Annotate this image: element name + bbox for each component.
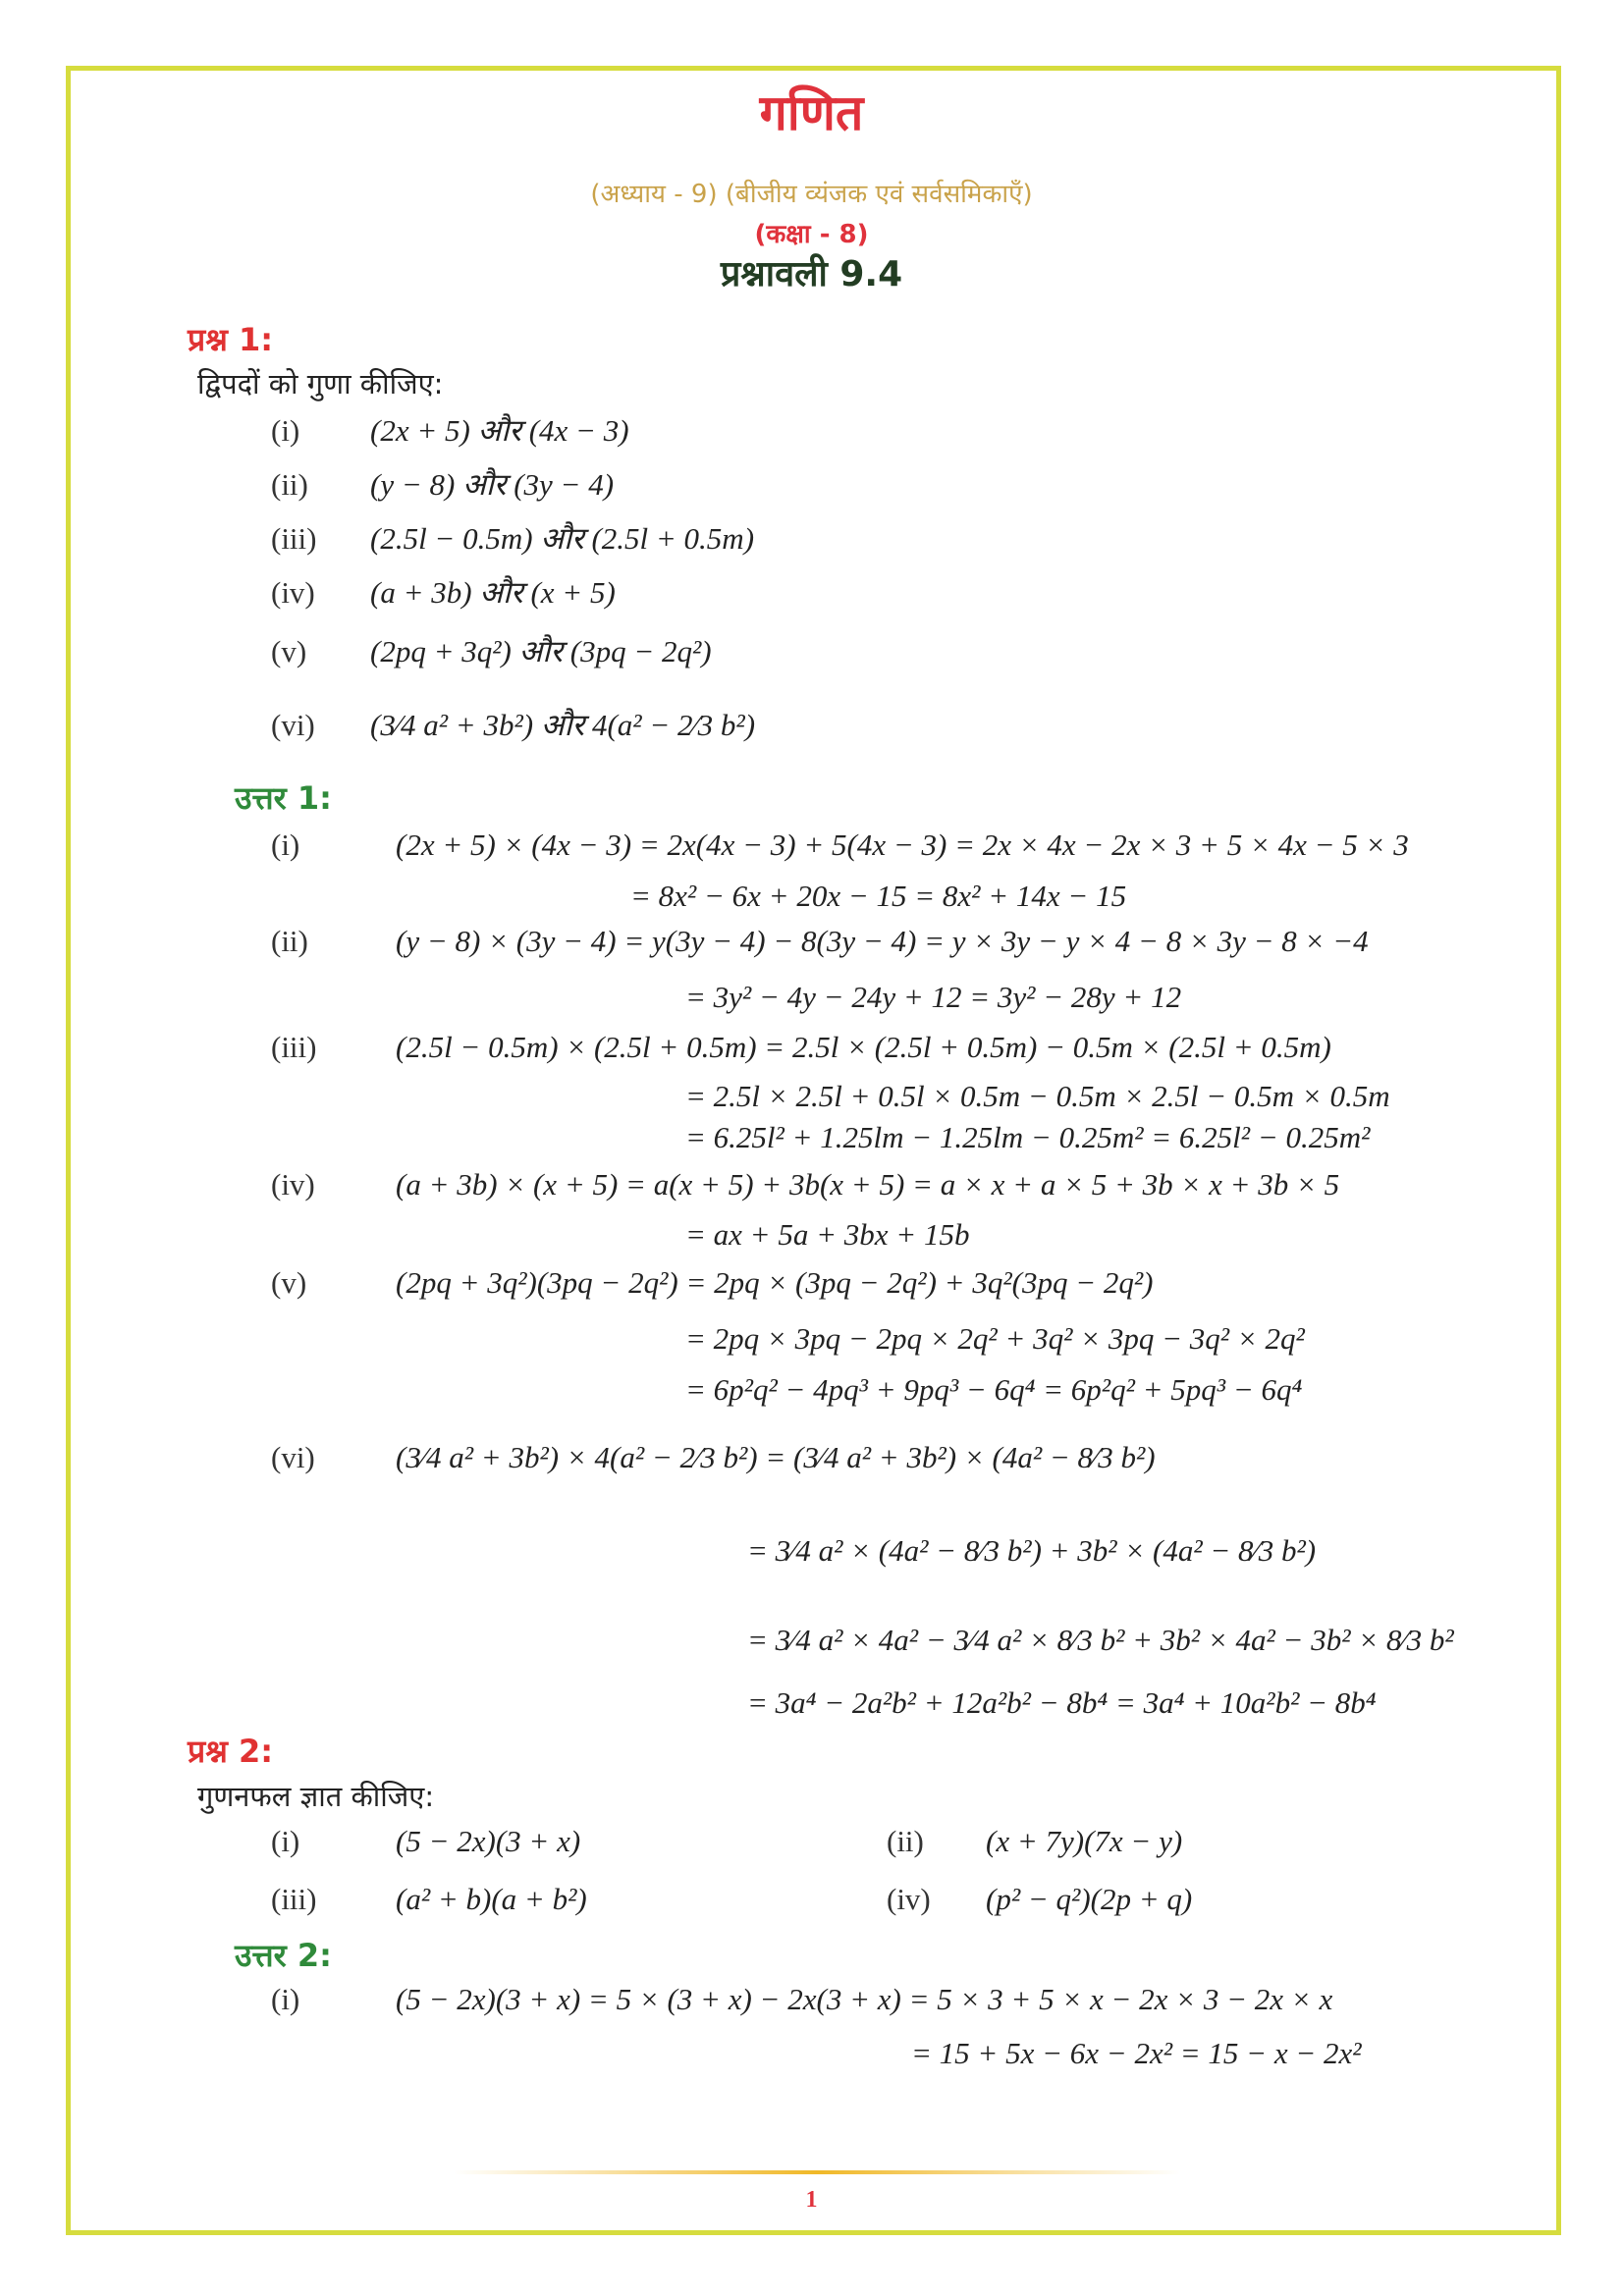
a1-step: = 2pq × 3pq − 2pq × 2q² + 3q² × 3pq − 3q² × 2q² [685, 1321, 1305, 1356]
q1-item-expr: (2x + 5) और (4x − 3) [370, 413, 629, 448]
q2-item-expr: (a² + b)(a + b²) [396, 1882, 587, 1916]
a1-step: = 8x² − 6x + 20x − 15 = 8x² + 14x − 15 [630, 879, 1127, 913]
q2-item-label: (iv) [887, 1882, 931, 1916]
q2-item-expr: (p² − q²)(2p + q) [986, 1882, 1193, 1916]
a1-item-label: (vi) [271, 1440, 315, 1474]
a2-step: (5 − 2x)(3 + x) = 5 × (3 + x) − 2x(3 + x) = 5 × 3 + 5 × x − 2x × 3 − 2x × x [396, 1982, 1333, 2016]
a1-item-label: (i) [271, 828, 300, 862]
q2-item-expr: (5 − 2x)(3 + x) [396, 1824, 581, 1858]
a1-step: = 3y² − 4y − 24y + 12 = 3y² − 28y + 12 [685, 980, 1182, 1014]
q2-item-label: (iii) [271, 1882, 317, 1916]
question-2-heading: प्रश्न 2: [188, 1733, 274, 1770]
q1-item-expr: (2.5l − 0.5m) और (2.5l + 0.5m) [370, 521, 755, 556]
page-number: 1 [805, 2187, 818, 2213]
answer-2-heading: उत्तर 2: [235, 1937, 332, 1974]
a1-step: = 3⁄4 a² × (4a² − 8⁄3 b²) + 3b² × (4a² − 8⁄3 b²) [747, 1533, 1317, 1568]
a2-step: = 15 + 5x − 6x − 2x² = 15 − x − 2x² [911, 2036, 1362, 2070]
a1-step: (a + 3b) × (x + 5) = a(x + 5) + 3b(x + 5) = a × x + a × 5 + 3b × x + 3b × 5 [396, 1167, 1340, 1201]
a1-step: (2.5l − 0.5m) × (2.5l + 0.5m) = 2.5l × (2.5l + 0.5m) − 0.5m × (2.5l + 0.5m) [396, 1030, 1331, 1064]
a2-item-label: (i) [271, 1982, 300, 2016]
a1-step: = 3⁄4 a² × 4a² − 3⁄4 a² × 8⁄3 b² + 3b² × 4a² − 3b² × 8⁄3 b² [747, 1623, 1454, 1657]
q1-item-expr: (a + 3b) और (x + 5) [370, 575, 616, 610]
a1-step: = 6p²q² − 4pq³ + 9pq³ − 6q⁴ = 6p²q² + 5pq³ − 6q⁴ [685, 1372, 1303, 1407]
a1-step: = ax + 5a + 3bx + 15b [685, 1217, 970, 1252]
chapter-subtitle: (अध्याय - 9) (बीजीय व्यंजक एवं सर्वसमिकाएँ) [590, 180, 1033, 209]
a1-item-label: (v) [271, 1265, 307, 1300]
q2-item-label: (ii) [887, 1824, 924, 1858]
question-1-heading: प्रश्न 1: [188, 321, 274, 358]
q1-item-label: (iii) [271, 521, 317, 556]
question-1-instruction: द्विपदों को गुणा कीजिए: [197, 367, 444, 400]
a1-step: (y − 8) × (3y − 4) = y(3y − 4) − 8(3y − 4) = y × 3y − y × 4 − 8 × 3y − 8 × −4 [396, 924, 1369, 958]
q2-item-label: (i) [271, 1824, 300, 1858]
q1-item-label: (v) [271, 634, 307, 668]
a1-item-label: (iii) [271, 1030, 317, 1064]
question-2-instruction: गुणनफल ज्ञात कीजिए: [197, 1780, 435, 1813]
a1-step: (2x + 5) × (4x − 3) = 2x(4x − 3) + 5(4x − 3) = 2x × 4x − 2x × 3 + 5 × 4x − 5 × 3 [396, 828, 1409, 862]
q1-item-label: (vi) [271, 708, 315, 742]
a1-item-label: (iv) [271, 1167, 315, 1201]
a1-step: (2pq + 3q²)(3pq − 2q²) = 2pq × (3pq − 2q²) + 3q²(3pq − 2q²) [396, 1265, 1154, 1300]
q1-item-expr: (2pq + 3q²) और (3pq − 2q²) [370, 634, 712, 668]
footer-divider [454, 2170, 1180, 2174]
a1-step: = 3a⁴ − 2a²b² + 12a²b² − 8b⁴ = 3a⁴ + 10a²b² − 8b⁴ [747, 1685, 1377, 1720]
class-label: (कक्षा - 8) [754, 220, 869, 249]
a1-step: (3⁄4 a² + 3b²) × 4(a² − 2⁄3 b²) = (3⁄4 a² + 3b²) × (4a² − 8⁄3 b²) [396, 1440, 1156, 1474]
a1-step: = 6.25l² + 1.25lm − 1.25lm − 0.25m² = 6.25l² − 0.25m² [685, 1120, 1371, 1154]
q1-item-label: (iv) [271, 575, 315, 610]
exercise-title: प्रश्नावली 9.4 [720, 254, 903, 294]
a1-step: = 2.5l × 2.5l + 0.5l × 0.5m − 0.5m × 2.5l − 0.5m × 0.5m [685, 1079, 1390, 1113]
q2-item-expr: (x + 7y)(7x − y) [986, 1824, 1183, 1858]
q1-item-expr: (3⁄4 a² + 3b²) और 4(a² − 2⁄3 b²) [370, 708, 756, 742]
subject-title: गणित [759, 84, 864, 141]
answer-1-heading: उत्तर 1: [235, 779, 332, 817]
q1-item-expr: (y − 8) और (3y − 4) [370, 467, 615, 502]
q1-item-label: (ii) [271, 467, 308, 502]
q1-item-label: (i) [271, 413, 300, 448]
a1-item-label: (ii) [271, 924, 308, 958]
